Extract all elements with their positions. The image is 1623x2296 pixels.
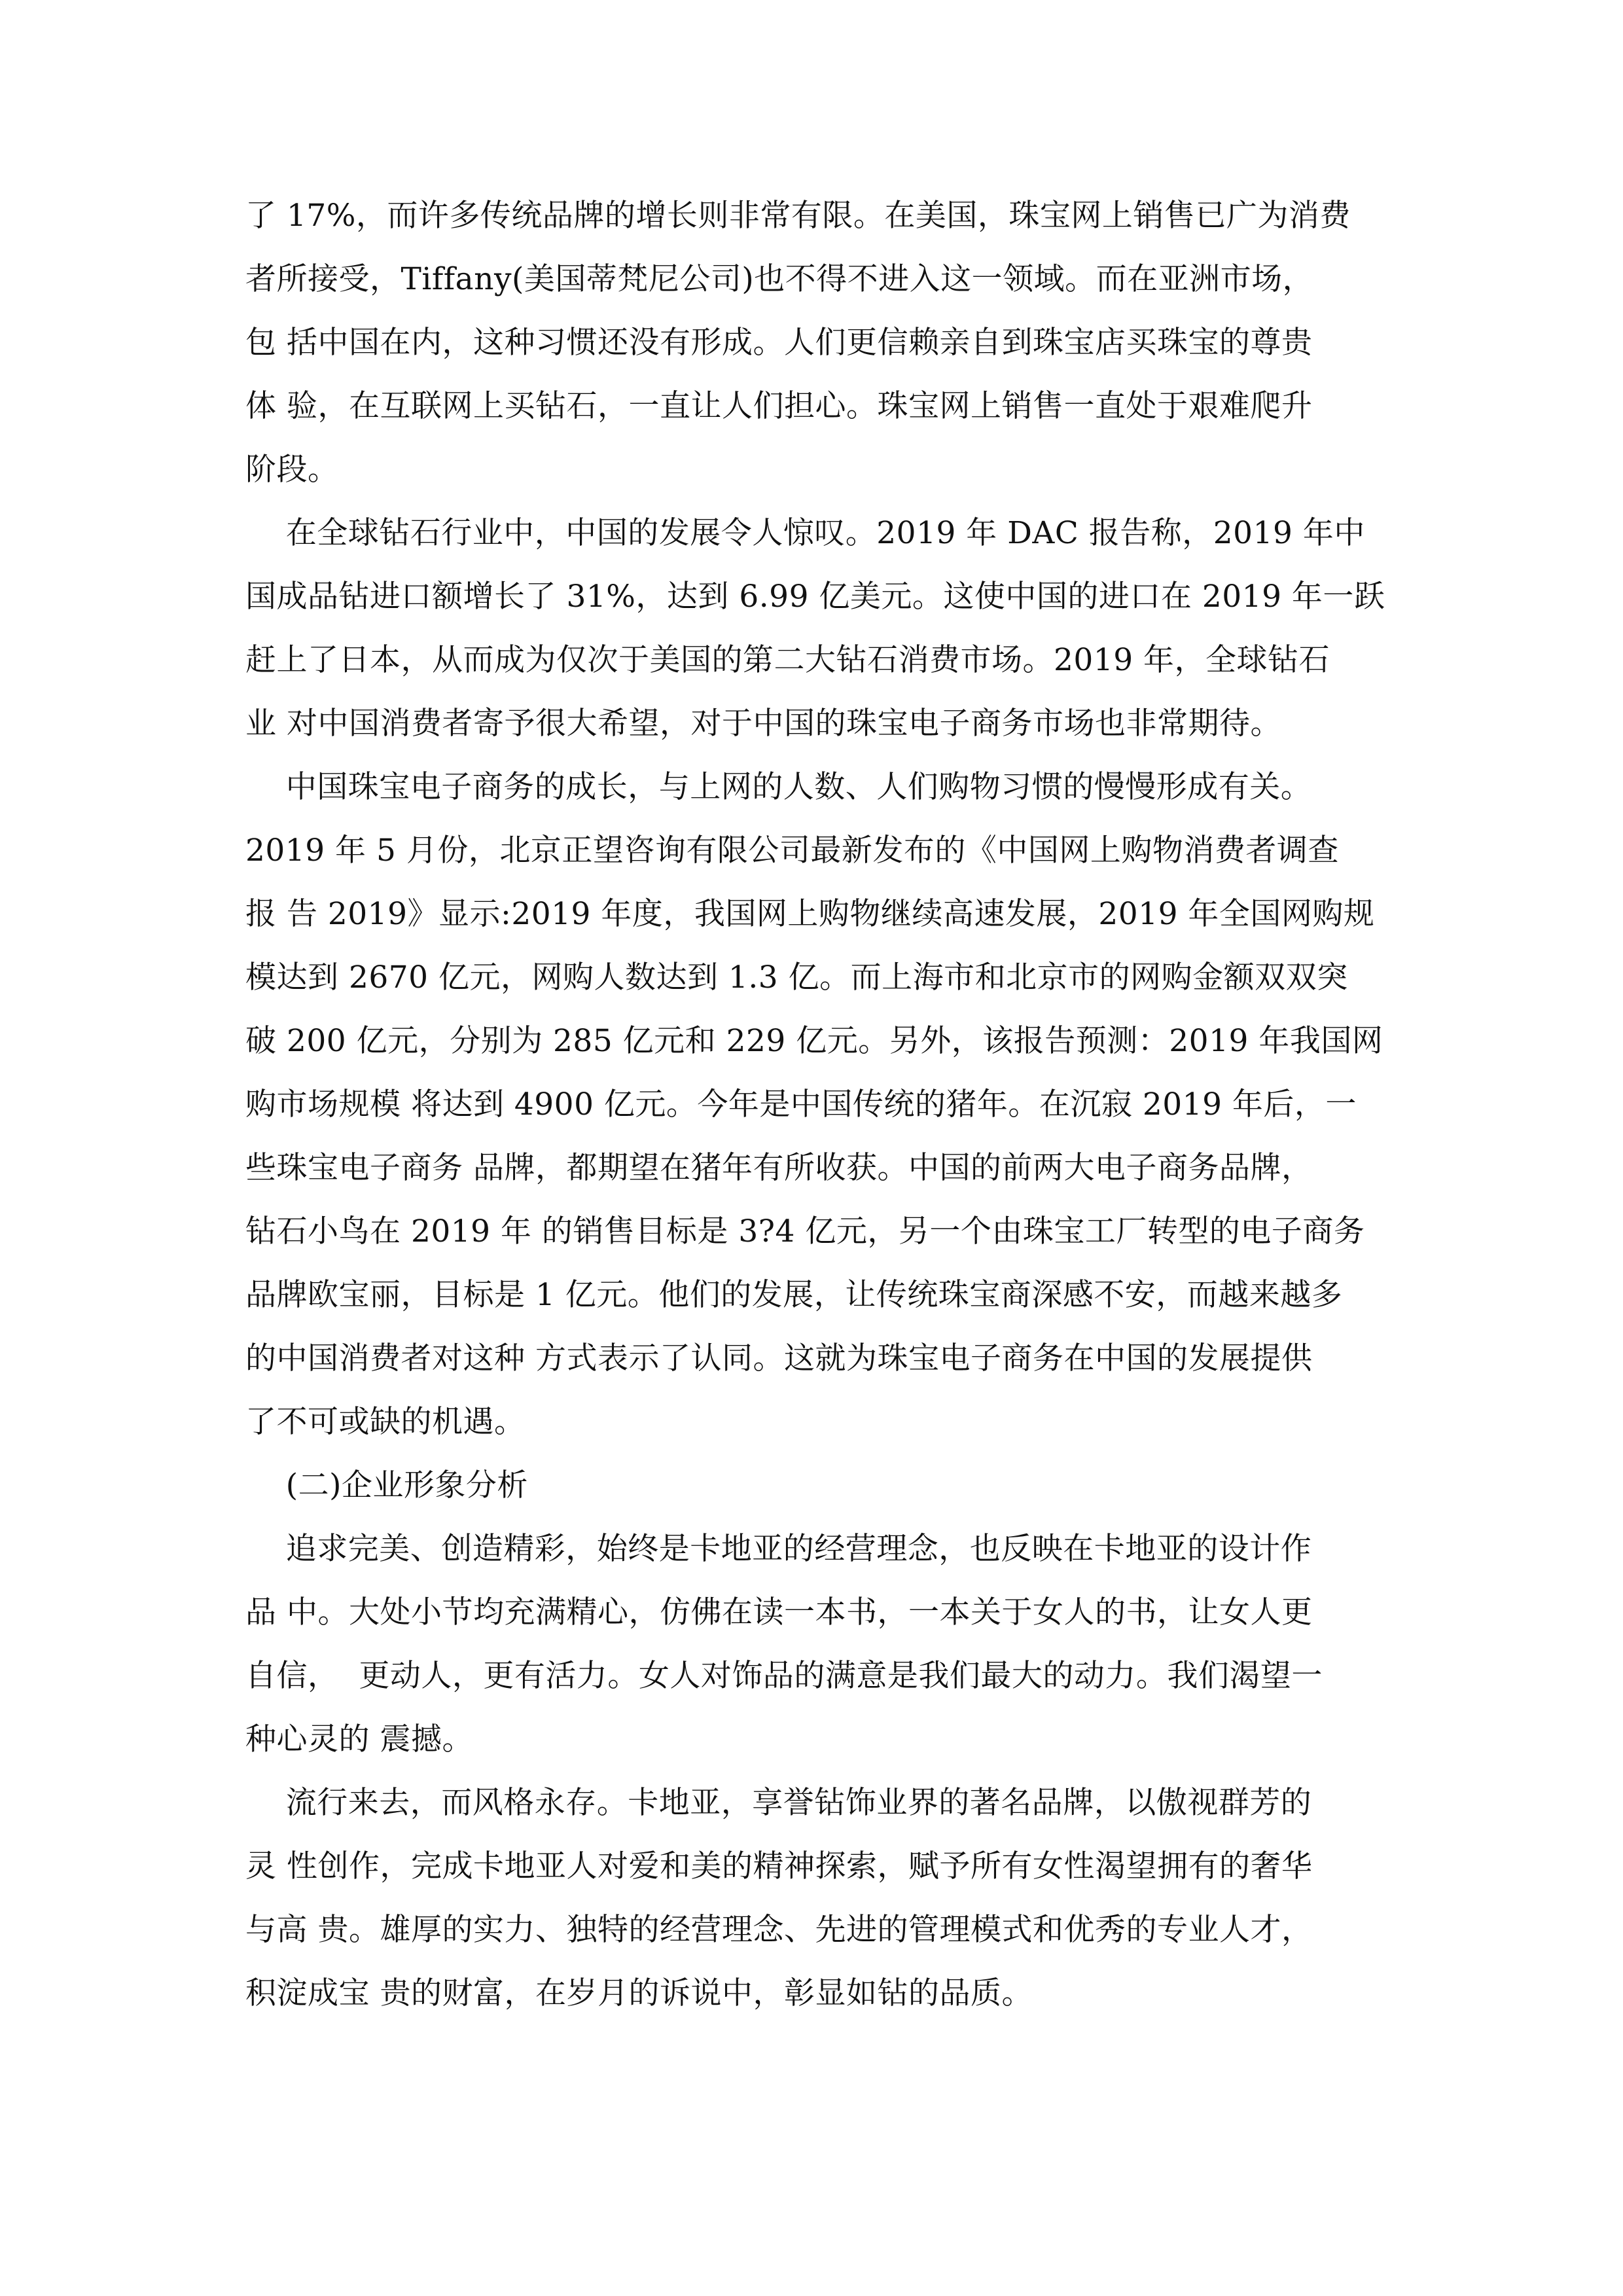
text-line: 自信， 更动人，更有活力。女人对饰品的满意是我们最大的动力。我们渴望一	[245, 1658, 1323, 1694]
text-line: 包 括中国在内，这种习惯还没有形成。人们更信赖亲自到珠宝店买珠宝的尊贵	[245, 325, 1313, 361]
text-line: 在全球钻石行业中，中国的发展令人惊叹。2019 年 DAC 报告称，2019 年中	[245, 515, 1365, 551]
text-line: 中国珠宝电子商务的成长，与上网的人数、人们购物习惯的慢慢形成有关。	[245, 769, 1312, 805]
text-line: 与高 贵。雄厚的实力、独特的经营理念、先进的管理模式和优秀的专业人才，	[245, 1912, 1313, 1948]
text-line: 体 验，在互联网上买钻石，一直让人们担心。珠宝网上销售一直处于艰难爬升	[245, 388, 1313, 424]
text-line: 的中国消费者对这种 方式表示了认同。这就为珠宝电子商务在中国的发展提供	[245, 1340, 1313, 1376]
text-line: 国成品钻进口额增长了 31%，达到 6.99 亿美元。这使中国的进口在 2019 年一跃	[245, 579, 1385, 615]
text-line: 些珠宝电子商务 品牌，都期望在猪年有所收获。中国的前两大电子商务品牌，	[245, 1150, 1313, 1186]
text-line: 种心灵的 震撼。	[245, 1721, 473, 1757]
text-line: 流行来去，而风格永存。卡地亚，享誉钻饰业界的著名品牌，以傲视群芳的	[245, 1785, 1312, 1821]
text-line: 了不可或缺的机遇。	[245, 1404, 526, 1440]
text-line: 积淀成宝 贵的财富，在岁月的诉说中，彰显如钻的品质。	[245, 1975, 1033, 2011]
text-line: 赶上了日本，从而成为仅次于美国的第二大钻石消费市场。2019 年，全球钻石	[245, 642, 1330, 678]
text-line: 模达到 2670 亿元，网购人数达到 1.3 亿。而上海市和北京市的网购金额双双突	[245, 960, 1348, 996]
text-line: 业 对中国消费者寄予很大希望，对于中国的珠宝电子商务市场也非常期待。	[245, 706, 1281, 742]
text-line: 者所接受，Tiffany(美国蒂梵尼公司)也不得不进入这一领域。而在亚洲市场，	[245, 261, 1314, 297]
text-line: 报 告 2019》显示:2019 年度，我国网上购物继续高速发展，2019 年全国网购规	[245, 896, 1375, 932]
text-line: 追求完美、创造精彩，始终是卡地亚的经营理念，也反映在卡地亚的设计作	[245, 1531, 1312, 1567]
text-line: 品牌欧宝丽，目标是 1 亿元。他们的发展，让传统珠宝商深感不安，而越来越多	[245, 1277, 1343, 1313]
section-heading: (二)企业形象分析	[245, 1467, 528, 1503]
text-line: 了 17%，而许多传统品牌的增长则非常有限。在美国，珠宝网上销售已广为消费	[245, 198, 1351, 234]
text-line: 破 200 亿元，分别为 285 亿元和 229 亿元。另外，该报告预测：2019 年我国网	[245, 1023, 1383, 1059]
text-line: 灵 性创作，完成卡地亚人对爱和美的精神探索，赋予所有女性渴望拥有的奢华	[245, 1848, 1313, 1884]
text-line: 阶段。	[245, 452, 339, 488]
text-line: 钻石小鸟在 2019 年 的销售目标是 3?4 亿元，另一个由珠宝工厂转型的电子商务	[245, 1213, 1365, 1249]
text-line: 购市场规模 将达到 4900 亿元。今年是中国传统的猪年。在沉寂 2019 年后，一	[245, 1086, 1357, 1122]
text-line: 品 中。大处小节均充满精心，仿佛在读一本书，一本关于女人的书，让女人更	[245, 1594, 1313, 1630]
text-line: 2019 年 5 月份，北京正望咨询有限公司最新发布的《中国网上购物消费者调查	[245, 833, 1339, 869]
